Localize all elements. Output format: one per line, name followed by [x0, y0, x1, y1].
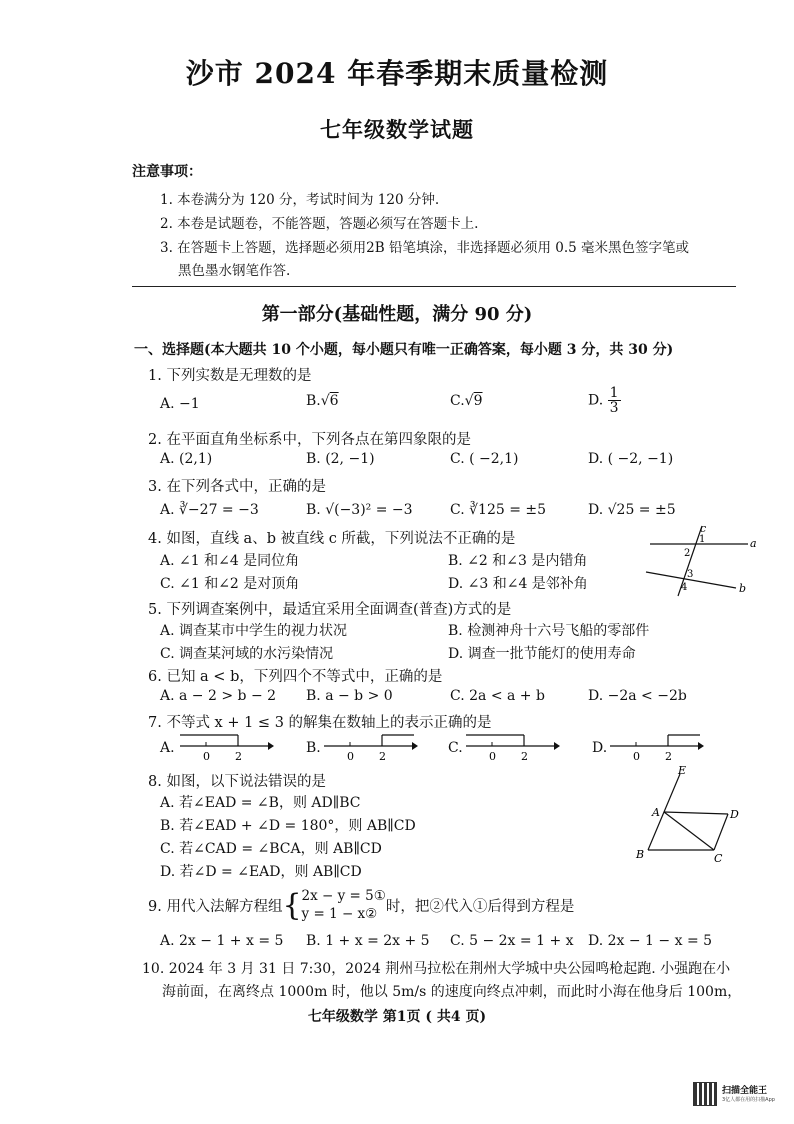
q5-option-a: A. 调查某市中学生的视力状况	[160, 623, 348, 639]
line-DC	[714, 814, 728, 850]
angle-1: 1	[699, 534, 706, 545]
q8-option-a: A. 若∠EAD = ∠B，则 AD∥BC	[160, 795, 361, 811]
q3-option-d: D. √25 = ±5	[588, 502, 676, 518]
angle-4: 4	[681, 582, 688, 593]
q4-option-a: A. ∠1 和∠4 是同位角	[160, 553, 300, 569]
q4-figure	[640, 522, 760, 598]
q3-option-b: B. √(−3)² = −3	[306, 502, 413, 518]
q8-option-c: C. 若∠CAD = ∠BCA，则 AB∥CD	[160, 841, 382, 857]
watermark-sub: 3亿人都在用的扫描App	[722, 1097, 775, 1103]
line-AD	[664, 812, 728, 814]
q2-option-c: C. ( −2,1)	[450, 451, 519, 467]
label-C: C	[714, 852, 723, 865]
section-heading: 一、选择题(本大题共 10 个小题，每小题只有唯一正确答案，每小题 3 分，共 30 分)	[134, 342, 674, 358]
question-3-stem: 3. 在下列各式中，正确的是	[148, 479, 326, 495]
q6-option-b: B. a − b > 0	[306, 688, 393, 704]
q7-option-a-label: A.	[160, 740, 175, 756]
question-6-stem: 6. 已知 a < b，下列四个不等式中，正确的是	[148, 669, 443, 685]
q9-option-c: C. 5 − 2x = 1 + x	[450, 933, 574, 949]
svg-text:2: 2	[665, 750, 672, 763]
svg-text:2: 2	[521, 750, 528, 763]
label-c: c	[700, 522, 707, 535]
angle-3: 3	[687, 569, 694, 580]
q8-option-d: D. 若∠D = ∠EAD，则 AB∥CD	[160, 864, 362, 880]
q7-numberline-c	[464, 730, 560, 764]
label-E: E	[678, 764, 687, 777]
q4-option-b: B. ∠2 和∠3 是内错角	[448, 553, 588, 569]
q3-option-c: C. ∛125 = ±5	[450, 502, 547, 518]
q6-option-d: D. −2a < −2b	[588, 688, 687, 704]
svg-text:2: 2	[235, 750, 242, 763]
q7-option-b-label: B.	[306, 740, 321, 756]
label-A: A	[652, 806, 660, 819]
q2-option-d: D. ( −2, −1)	[588, 451, 674, 467]
part-title: 第一部分(基础性题，满分 90 分)	[261, 304, 533, 325]
note-item: 黑色墨水钢笔作答.	[178, 263, 291, 279]
q2-option-b: B. (2, −1)	[306, 451, 375, 467]
label-b: b	[739, 582, 747, 595]
question-5-stem: 5. 下列调查案例中，最适宜采用全面调查(普查)方式的是	[148, 602, 512, 618]
q1-option-b: B.√6	[306, 393, 339, 409]
label-B: B	[636, 848, 645, 861]
q1-option-c: C.√9	[450, 393, 483, 409]
q8-figure	[632, 762, 752, 866]
svg-text:0: 0	[347, 750, 354, 763]
exam-title: 沙市 2024 年春季期末质量检测	[185, 57, 609, 90]
note-item: 1. 本卷满分为 120 分，考试时间为 120 分钟.	[160, 192, 440, 208]
svg-text:2: 2	[379, 750, 386, 763]
q6-option-c: C. 2a < a + b	[450, 688, 545, 704]
divider	[132, 286, 736, 287]
watermark-name: 扫描全能王	[722, 1086, 768, 1096]
scanner-watermark	[722, 1083, 786, 1103]
q7-option-c-label: C.	[448, 740, 463, 756]
q9-option-b: B. 1 + x = 2x + 5	[306, 933, 430, 949]
angle-2: 2	[684, 548, 691, 559]
q7-numberline-d	[608, 730, 704, 764]
svg-text:0: 0	[489, 750, 496, 763]
question-2-stem: 2. 在平面直角坐标系中，下列各点在第四象限的是	[148, 432, 471, 448]
q2-option-a: A. (2,1)	[160, 451, 213, 467]
q3-option-a: A. ∛−27 = −3	[160, 502, 259, 518]
question-4-stem: 4. 如图，直线 a、b 被直线 c 所截，下列说法不正确的是	[148, 531, 516, 547]
q5-option-b: B. 检测神舟十六号飞船的零部件	[448, 623, 650, 639]
q1-option-d: D. $\frac{1}{3}$	[588, 385, 619, 416]
question-7-stem: 7. 不等式 x + 1 ≤ 3 的解集在数轴上的表示正确的是	[148, 715, 492, 731]
q8-option-b: B. 若∠EAD + ∠D = 180°，则 AB∥CD	[160, 818, 416, 834]
svg-text:0: 0	[633, 750, 640, 763]
note-item: 3. 在答题卡上答题，选择题必须用2B 铅笔填涂，非选择题必须用 0.5 毫米黑色签字笔或	[160, 240, 690, 256]
question-10-line1: 10. 2024 年 3 月 31 日 7:30，2024 荆州马拉松在荆州大学城中央公园鸣枪起跑. 小强跑在小	[142, 961, 731, 977]
q5-option-d: D. 调查一批节能灯的使用寿命	[448, 646, 636, 662]
exam-subtitle: 七年级数学试题	[320, 117, 474, 142]
question-9-stem: 9. 用代入法解方程组{2x − y = 5① y = 1 − x② 时，把②代入①后得到方程是	[148, 887, 575, 923]
q1-option-a: A. −1	[160, 396, 200, 412]
q6-option-a: A. a − 2 > b − 2	[160, 688, 277, 704]
note-item: 2. 本卷是试题卷，不能答题，答题必须写在答题卡上.	[160, 216, 479, 232]
q4-option-d: D. ∠3 和∠4 是邻补角	[448, 576, 588, 592]
qr-code-icon	[693, 1082, 717, 1106]
q7-numberline-b	[322, 730, 418, 764]
q9-option-d: D. 2x − 1 − x = 5	[588, 933, 713, 949]
q7-option-d-label: D.	[592, 740, 608, 756]
question-10-line2: 海前面，在离终点 1000m 时，他以 5m/s 的速度向终点冲刺，而此时小海在他身后 100m，	[162, 984, 742, 1000]
svg-text:0: 0	[203, 750, 210, 763]
notes-heading: 注意事项：	[132, 164, 202, 180]
label-D: D	[730, 808, 739, 821]
page-footer: 七年级数学 第1页 ( 共4 页)	[307, 1009, 487, 1025]
q4-option-c: C. ∠1 和∠2 是对顶角	[160, 576, 300, 592]
q5-option-c: C. 调查某河域的水污染情况	[160, 646, 334, 662]
question-1-stem: 1. 下列实数是无理数的是	[148, 368, 312, 384]
question-8-stem: 8. 如图，以下说法错误的是	[148, 774, 326, 790]
q7-numberline-a	[178, 730, 274, 764]
label-a: a	[750, 537, 757, 550]
q9-option-a: A. 2x − 1 + x = 5	[160, 933, 284, 949]
line-AC	[664, 812, 714, 850]
